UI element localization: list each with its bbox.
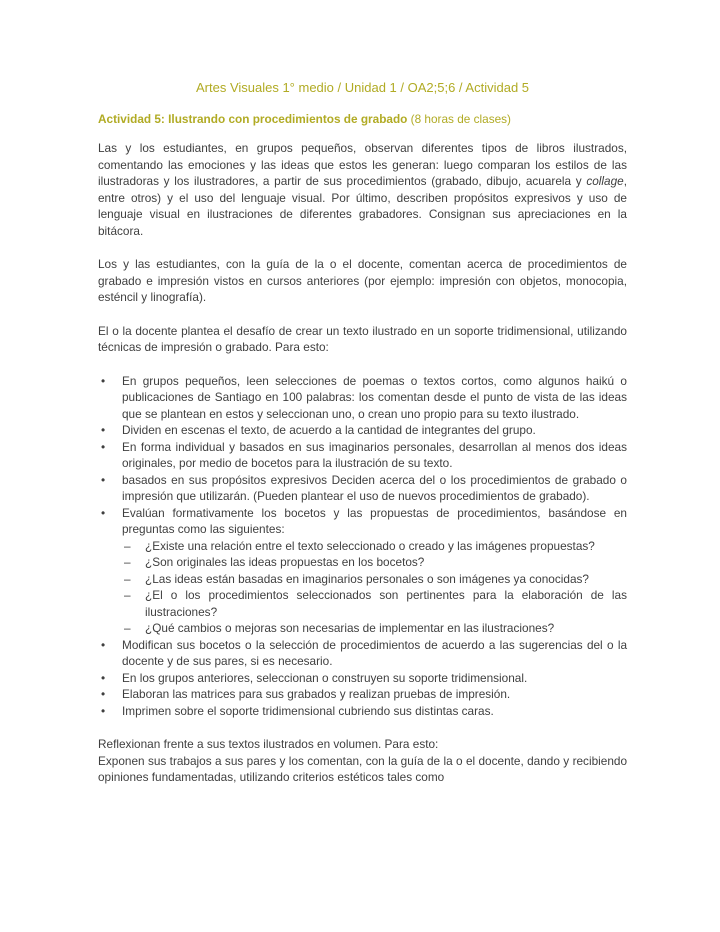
paragraph-reflection [98,736,627,786]
list-item [98,686,627,703]
bullet-icon: • [101,505,106,520]
list-item-text: basados en sus propósitos expresivos Deciden acerca del o los procedimientos de grabado o impresión que utilizarán. (Pueden plantear el uso de nuevos procedimientos de grabado). [122,472,627,503]
question-text: ¿Existe una relación entre el texto seleccionado o creado y las imágenes propuestas? [145,538,595,553]
paragraph-text: , entre otros) y el uso del lenguaje visual. Por último, describen propósitos expresivos y uso de lenguaje visual en ilustraciones de diferentes grabadores. Consignan sus apreciaciones en la bitácora. [98,174,627,238]
list-item [124,587,627,620]
list-item [98,670,627,687]
list-item [124,620,627,637]
italic-term: collage [586,174,624,188]
list-item-text: Imprimen sobre el soporte tridimensional cubriendo sus distintas caras. [122,703,494,718]
list-item [98,439,627,472]
list-item-text: En forma individual y basados en sus imaginarios personales, desarrollan al menos dos ideas originales, por medio de bocetos para la ilustración de su texto. [122,439,627,470]
bullet-icon: • [101,637,106,652]
dash-icon: – [124,621,131,635]
question-text: ¿El o los procedimientos seleccionados son pertinentes para la elaboración de las ilustraciones? [145,588,627,619]
dash-icon: – [124,571,131,586]
question-text: ¿Las ideas están basadas en imaginarios personales o son imágenes ya conocidas? [145,571,589,586]
list-item [98,422,627,439]
list-item [98,373,627,423]
dash-icon: – [124,555,131,569]
list-item-text: Modifican sus bocetos o la selección de procedimientos de acuerdo a las sugerencias del o la docente y de sus pares, si es necesario. [122,637,627,668]
list-item [98,703,627,720]
closing-line: Reflexionan frente a sus textos ilustrados en volumen. Para esto: [98,737,439,751]
activity-title: Actividad 5: Ilustrando con procedimientos de grabado [98,111,408,126]
bullet-icon: • [101,687,106,701]
paragraph-text: Las y los estudiantes, en grupos pequeños, observan diferentes tipos de libros ilustrados, comentando las emociones y las ideas que estos les generan: luego comparan los estilos de las ilustradoras y los ilustradores, a partir de sus procedimientos (grabado, dibujo, acuarela y [98,141,627,188]
question-text: ¿Qué cambios o mejoras son necesarias de implementar en las ilustraciones? [145,621,555,635]
list-item-text: En los grupos anteriores, seleccionan o construyen su soporte tridimensional. [122,670,528,685]
list-item [124,571,627,588]
dash-icon: – [124,538,131,553]
activity-heading [98,111,627,128]
list-item-text: En grupos pequeños, leen selecciones de poemas o textos cortos, como algunos haikú o publicaciones de Santiago en 100 palabras: los comentan desde el punto de vista de las ideas que se plantean en estos y seleccionan uno, o crean uno propio para su texto ilustrado. [122,373,627,421]
dash-icon: – [124,588,131,602]
list-item-text: Evalúan formativamente los bocetos y las propuestas de procedimientos, basándose en preguntas como las siguientes: [122,505,627,536]
closing-line: Exponen sus trabajos a sus pares y los comentan, con la guía de la o el docente, dando y recibiendo opiniones fundamentadas, utilizando criterios estéticos tales como [98,753,627,784]
bullet-icon: • [101,703,106,718]
evaluation-questions-list [124,538,627,637]
document-header-title: Artes Visuales 1° medio / Unidad 1 / OA2;5;6 / Actividad 5 [195,80,530,95]
list-item [124,554,627,571]
bullet-icon: • [101,423,106,437]
list-item [98,505,627,637]
paragraph-challenge: El o la docente plantea el desafío de crear un texto ilustrado en un soporte tridimensional, utilizando técnicas de impresión o grabado. Para esto: [98,323,627,354]
bullet-icon: • [101,472,106,487]
activity-duration: (8 horas de clases) [407,111,511,126]
list-item [124,538,627,555]
list-item [98,472,627,505]
list-item [98,637,627,670]
paragraph-observation [98,140,627,239]
bullet-icon: • [101,373,106,388]
document-page [98,80,627,803]
list-item-text: Elaboran las matrices para sus grabados y realizan pruebas de impresión. [122,687,511,701]
paragraph-prior-knowledge: Los y las estudiantes, con la guía de la o el docente, comentan acerca de procedimientos de grabado e impresión vistos en cursos anteriores (por ejemplo: impresión con objetos, monocopia, esténcil y linografía). [98,257,627,304]
question-text: ¿Son originales las ideas propuestas en los bocetos? [145,555,425,569]
bullet-icon: • [101,670,106,685]
activity-steps-list [98,373,627,720]
bullet-icon: • [101,439,106,454]
list-item-text: Dividen en escenas el texto, de acuerdo a la cantidad de integrantes del grupo. [122,423,536,437]
